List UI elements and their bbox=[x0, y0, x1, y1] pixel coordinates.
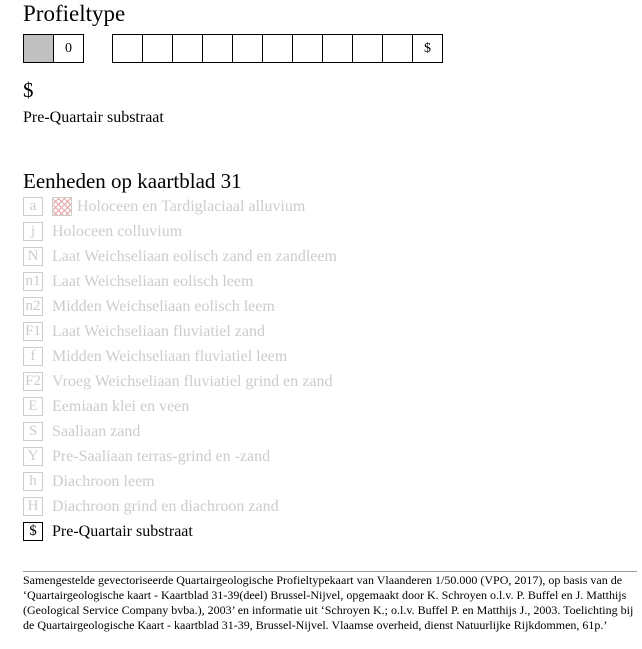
unit-item bbox=[23, 519, 337, 544]
unit-code: n2 bbox=[23, 297, 43, 316]
unit-code: H bbox=[23, 497, 43, 516]
unit-name: Holoceen en Tardiglaciaal alluvium bbox=[77, 197, 306, 215]
unit-code: F2 bbox=[23, 372, 43, 391]
unit-item bbox=[23, 219, 337, 244]
unit-item bbox=[23, 344, 337, 369]
unit-item bbox=[23, 494, 337, 519]
unit-item bbox=[23, 394, 337, 419]
unit-name: Pre-Quartair substraat bbox=[52, 522, 193, 540]
profile-code-box bbox=[112, 34, 142, 63]
unit-code: f bbox=[23, 347, 43, 366]
unit-name: Saaliaan zand bbox=[52, 422, 141, 440]
profile-code-box bbox=[322, 34, 352, 63]
unit-item bbox=[23, 469, 337, 494]
unit-item bbox=[23, 419, 337, 444]
unit-code: j bbox=[23, 222, 43, 241]
unit-item bbox=[23, 319, 337, 344]
unit-item bbox=[23, 269, 337, 294]
unit-name: Diachroon grind en diachroon zand bbox=[52, 497, 279, 515]
unit-name: Diachroon leem bbox=[52, 472, 155, 490]
unit-name: Midden Weichseliaan eolisch leem bbox=[52, 297, 275, 315]
unit-name: Pre-Saaliaan terras-grind en -zand bbox=[52, 447, 271, 465]
units-list bbox=[23, 194, 337, 544]
unit-code: E bbox=[23, 397, 43, 416]
unit-code: $ bbox=[23, 522, 43, 541]
unit-item bbox=[23, 294, 337, 319]
unit-item bbox=[23, 194, 337, 219]
profile-code-box bbox=[382, 34, 412, 63]
profile-unit-name: Pre-Quartair substraat bbox=[23, 109, 164, 126]
unit-code: F1 bbox=[23, 322, 43, 341]
profile-code-box: 0 bbox=[53, 34, 84, 63]
source-citation: Samengestelde gevectoriseerde Quartairgeologische Profieltypekaart van Vlaanderen 1/50.000 (VPO, 2017), op basis van de ‘Quartairgeologische kaart - Kaartblad 31-39(deel) Brussel-Nijvel, opgemaakt door K. Schroyen o.l.v. P. Buffel en J. Matthijs (Geological Service Company bvba.), 2003’ en informatie uit ‘Schroyen K.; o.l.v. Buffel P. en Matthijs J., 2003. Toelichting bij de Quartairgeologische Kaart - kaartblad 31-39, Brussel-Nijvel. Vlaamse overheid, dienst Natuurlijke Rijkdommen, 61p.’ bbox=[23, 571, 637, 633]
unit-name: Laat Weichseliaan eolisch leem bbox=[52, 272, 254, 290]
unit-name: Midden Weichseliaan fluviatiel leem bbox=[52, 347, 288, 365]
unit-code: Y bbox=[23, 447, 43, 466]
unit-item bbox=[23, 244, 337, 269]
profile-code-box bbox=[23, 34, 53, 63]
unit-code: h bbox=[23, 472, 43, 491]
hatched-pattern-icon bbox=[52, 197, 72, 216]
profile-code-group-2 bbox=[112, 34, 443, 63]
unit-name: Vroeg Weichseliaan fluviatiel grind en zand bbox=[52, 372, 333, 390]
profile-code-group-1 bbox=[23, 34, 84, 63]
unit-code: S bbox=[23, 422, 43, 441]
unit-name: Laat Weichseliaan eolisch zand en zandleem bbox=[52, 247, 337, 265]
profile-code-box: $ bbox=[412, 34, 443, 63]
profile-unit-code: $ bbox=[23, 78, 34, 102]
profile-code-box bbox=[352, 34, 382, 63]
unit-item bbox=[23, 369, 337, 394]
unit-name: Holoceen colluvium bbox=[52, 222, 183, 240]
unit-code: N bbox=[23, 247, 43, 266]
unit-code: a bbox=[23, 197, 43, 216]
unit-item bbox=[23, 444, 337, 469]
profile-code-box bbox=[142, 34, 172, 63]
profile-code-box bbox=[292, 34, 322, 63]
profile-code-box bbox=[202, 34, 232, 63]
unit-name: Laat Weichseliaan fluviatiel zand bbox=[52, 322, 265, 340]
profile-code-box bbox=[262, 34, 292, 63]
unit-code: n1 bbox=[23, 272, 43, 291]
profile-code-box bbox=[232, 34, 262, 63]
unit-name: Eemiaan klei en veen bbox=[52, 397, 190, 415]
profile-title: Profieltype bbox=[23, 1, 126, 26]
profile-code-box bbox=[172, 34, 202, 63]
units-section-title: Eenheden op kaartblad 31 bbox=[23, 169, 242, 193]
